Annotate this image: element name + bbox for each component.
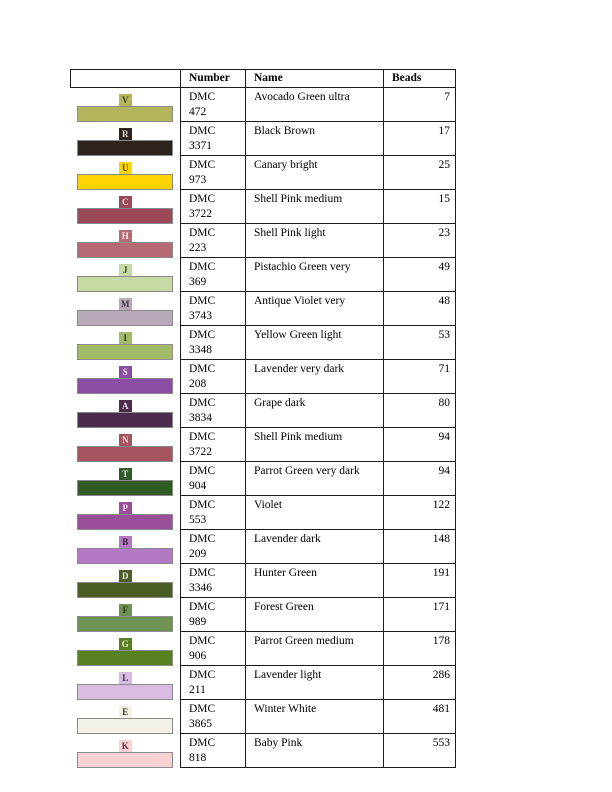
number-cell [181, 666, 246, 700]
swatch-cell [71, 326, 181, 360]
brand-label: DMC [189, 125, 216, 137]
color-swatch [77, 604, 173, 632]
beads-count-cell: 178 [384, 632, 456, 666]
brand-label: DMC [189, 703, 216, 715]
swatch-cell [71, 496, 181, 530]
brand-label: DMC [189, 499, 216, 511]
symbol-letter: N [122, 434, 129, 445]
swatch-cell [71, 666, 181, 700]
brand-label: DMC [189, 159, 216, 171]
color-swatch [77, 570, 173, 598]
number-cell [181, 462, 246, 496]
table-row [71, 88, 456, 122]
table-row [71, 632, 456, 666]
beads-count-cell: 191 [384, 564, 456, 598]
symbol-letter: K [121, 740, 129, 751]
swatch-bar [77, 140, 173, 156]
beads-count-cell: 49 [384, 258, 456, 292]
symbol-letter: J [123, 264, 128, 275]
number-cell [181, 360, 246, 394]
color-swatch [77, 94, 173, 122]
beads-column-header: Beads [384, 70, 456, 88]
color-swatch [77, 740, 173, 768]
swatch-cell [71, 428, 181, 462]
bead-legend-table [70, 69, 456, 768]
table-row [71, 258, 456, 292]
symbol-tab [119, 298, 132, 310]
name-cell: Canary bright [246, 156, 384, 190]
code-label: 553 [189, 514, 207, 526]
symbol-tab [119, 230, 132, 242]
color-swatch [77, 162, 173, 190]
symbol-letter: I [123, 332, 127, 343]
swatch-bar [77, 208, 173, 224]
beads-count-cell: 17 [384, 122, 456, 156]
symbol-letter: L [122, 672, 129, 683]
number-column-header: Number [181, 70, 246, 88]
symbol-letter: F [122, 604, 128, 615]
beads-count-cell: 71 [384, 360, 456, 394]
symbol-letter: P [122, 502, 128, 513]
symbol-tab [119, 468, 132, 480]
table-row [71, 428, 456, 462]
brand-label: DMC [189, 737, 216, 749]
swatch-bar [77, 582, 173, 598]
symbol-tab [119, 366, 132, 378]
brand-label: DMC [189, 261, 216, 273]
swatch-column-header [71, 70, 181, 88]
swatch-cell [71, 700, 181, 734]
table-row [71, 292, 456, 326]
name-cell: Shell Pink medium [246, 428, 384, 462]
name-cell: Pistachio Green very [246, 258, 384, 292]
brand-label: DMC [189, 329, 216, 341]
swatch-bar [77, 752, 173, 768]
symbol-tab [119, 740, 132, 752]
name-cell: Shell Pink light [246, 224, 384, 258]
swatch-bar [77, 446, 173, 462]
name-cell: Violet [246, 496, 384, 530]
table-row [71, 564, 456, 598]
number-cell [181, 530, 246, 564]
brand-label: DMC [189, 295, 216, 307]
header-row [71, 70, 456, 88]
code-label: 369 [189, 276, 207, 288]
swatch-cell [71, 632, 181, 666]
number-cell [181, 88, 246, 122]
code-label: 3722 [189, 446, 212, 458]
color-swatch [77, 332, 173, 360]
beads-count-cell: 148 [384, 530, 456, 564]
color-swatch [77, 638, 173, 666]
symbol-letter: U [122, 162, 129, 173]
table-row [71, 700, 456, 734]
name-cell: Parrot Green very dark [246, 462, 384, 496]
number-cell [181, 326, 246, 360]
number-cell [181, 122, 246, 156]
table-row [71, 224, 456, 258]
swatch-bar [77, 276, 173, 292]
beads-count-cell: 23 [384, 224, 456, 258]
code-label: 208 [189, 378, 207, 390]
symbol-tab [119, 162, 132, 174]
brand-label: DMC [189, 635, 216, 647]
number-cell [181, 564, 246, 598]
beads-count-cell: 53 [384, 326, 456, 360]
code-label: 906 [189, 650, 207, 662]
brand-label: DMC [189, 363, 216, 375]
table-row [71, 666, 456, 700]
swatch-bar [77, 684, 173, 700]
swatch-cell [71, 598, 181, 632]
name-cell: Lavender very dark [246, 360, 384, 394]
number-cell [181, 428, 246, 462]
swatch-bar [77, 650, 173, 666]
beads-count-cell: 80 [384, 394, 456, 428]
code-label: 904 [189, 480, 207, 492]
number-cell [181, 190, 246, 224]
beads-count-cell: 481 [384, 700, 456, 734]
number-cell [181, 734, 246, 768]
code-label: 3371 [189, 140, 212, 152]
symbol-tab [119, 604, 132, 616]
symbol-letter: S [122, 366, 128, 377]
symbol-tab [119, 332, 132, 344]
beads-count-cell: 171 [384, 598, 456, 632]
beads-count-cell: 25 [384, 156, 456, 190]
name-cell: Grape dark [246, 394, 384, 428]
beads-count-cell: 15 [384, 190, 456, 224]
swatch-bar [77, 616, 173, 632]
table-body [71, 88, 456, 768]
brand-label: DMC [189, 601, 216, 613]
number-cell [181, 292, 246, 326]
symbol-letter: V [122, 95, 129, 105]
code-label: 3348 [189, 344, 212, 356]
symbol-tab [119, 94, 132, 106]
name-cell: Parrot Green medium [246, 632, 384, 666]
symbol-letter: E [122, 706, 129, 717]
brand-label: DMC [189, 465, 216, 477]
color-swatch [77, 264, 173, 292]
color-swatch [77, 706, 173, 734]
table-row [71, 394, 456, 428]
code-label: 3346 [189, 582, 212, 594]
code-label: 973 [189, 174, 207, 186]
beads-count-cell: 553 [384, 734, 456, 768]
table-row [71, 598, 456, 632]
number-cell [181, 156, 246, 190]
code-label: 818 [189, 752, 207, 764]
color-swatch [77, 502, 173, 530]
swatch-cell [71, 462, 181, 496]
swatch-bar [77, 514, 173, 530]
number-cell [181, 224, 246, 258]
symbol-tab [119, 264, 132, 276]
swatch-cell [71, 564, 181, 598]
name-cell: Baby Pink [246, 734, 384, 768]
symbol-letter: D [122, 570, 129, 581]
color-swatch [77, 230, 173, 258]
code-label: 3865 [189, 718, 212, 730]
name-cell: Lavender light [246, 666, 384, 700]
brand-label: DMC [189, 533, 216, 545]
symbol-letter: R [122, 128, 129, 139]
symbol-tab [119, 128, 132, 140]
swatch-bar [77, 412, 173, 428]
name-cell: Yellow Green light [246, 326, 384, 360]
symbol-letter: B [122, 536, 129, 547]
color-swatch [77, 672, 173, 700]
name-cell: Shell Pink medium [246, 190, 384, 224]
table-row [71, 122, 456, 156]
beads-count-cell: 122 [384, 496, 456, 530]
table-row [71, 734, 456, 768]
swatch-cell [71, 224, 181, 258]
brand-label: DMC [189, 91, 216, 103]
color-swatch [77, 128, 173, 156]
swatch-cell [71, 530, 181, 564]
name-cell: Hunter Green [246, 564, 384, 598]
swatch-bar [77, 718, 173, 734]
color-swatch [77, 434, 173, 462]
code-label: 989 [189, 616, 207, 628]
number-cell [181, 700, 246, 734]
color-swatch [77, 468, 173, 496]
name-cell: Winter White [246, 700, 384, 734]
table-row [71, 530, 456, 564]
name-cell: Avocado Green ultra [246, 88, 384, 122]
symbol-tab [119, 638, 132, 650]
swatch-cell [71, 190, 181, 224]
swatch-bar [77, 174, 173, 190]
name-cell: Forest Green [246, 598, 384, 632]
code-label: 472 [189, 106, 207, 118]
brand-label: DMC [189, 227, 216, 239]
brand-label: DMC [189, 431, 216, 443]
table-row [71, 360, 456, 394]
beads-count-cell: 94 [384, 428, 456, 462]
color-swatch [77, 366, 173, 394]
brand-label: DMC [189, 567, 216, 579]
symbol-tab [119, 196, 132, 208]
swatch-bar [77, 344, 173, 360]
symbol-tab [119, 434, 132, 446]
symbol-letter: C [122, 196, 129, 207]
brand-label: DMC [189, 397, 216, 409]
code-label: 211 [189, 684, 206, 696]
number-cell [181, 496, 246, 530]
swatch-bar [77, 480, 173, 496]
code-label: 223 [189, 242, 207, 254]
swatch-cell [71, 88, 181, 122]
swatch-cell [71, 394, 181, 428]
table-row [71, 326, 456, 360]
number-cell [181, 598, 246, 632]
beads-count-cell: 286 [384, 666, 456, 700]
name-cell: Lavender dark [246, 530, 384, 564]
number-cell [181, 394, 246, 428]
swatch-bar [77, 310, 173, 326]
color-swatch [77, 298, 173, 326]
color-swatch [77, 400, 173, 428]
swatch-bar [77, 548, 173, 564]
swatch-cell [71, 122, 181, 156]
brand-label: DMC [189, 193, 216, 205]
table-row [71, 190, 456, 224]
table-row [71, 156, 456, 190]
code-label: 3834 [189, 412, 212, 424]
name-cell: Antique Violet very [246, 292, 384, 326]
symbol-letter: A [122, 400, 129, 411]
symbol-letter: G [121, 638, 129, 649]
table-row [71, 496, 456, 530]
beads-count-cell: 94 [384, 462, 456, 496]
symbol-letter: T [122, 468, 129, 479]
swatch-bar [77, 242, 173, 258]
code-label: 3743 [189, 310, 212, 322]
swatch-cell [71, 156, 181, 190]
symbol-tab [119, 706, 132, 718]
number-cell [181, 632, 246, 666]
swatch-cell [71, 292, 181, 326]
swatch-bar [77, 106, 173, 122]
symbol-tab [119, 400, 132, 412]
beads-count-cell: 48 [384, 292, 456, 326]
swatch-cell [71, 734, 181, 768]
color-swatch [77, 196, 173, 224]
symbol-letter: H [121, 230, 129, 241]
symbol-tab [119, 502, 132, 514]
code-label: 209 [189, 548, 207, 560]
code-label: 3722 [189, 208, 212, 220]
symbol-tab [119, 536, 132, 548]
beads-count-cell: 7 [384, 88, 456, 122]
symbol-tab [119, 672, 132, 684]
brand-label: DMC [189, 669, 216, 681]
table-row [71, 462, 456, 496]
symbol-tab [119, 570, 132, 582]
color-swatch [77, 536, 173, 564]
symbol-letter: M [121, 298, 130, 309]
table-header [71, 70, 456, 88]
swatch-cell [71, 258, 181, 292]
name-column-header: Name [246, 70, 384, 88]
number-cell [181, 258, 246, 292]
name-cell: Black Brown [246, 122, 384, 156]
swatch-cell [71, 360, 181, 394]
swatch-bar [77, 378, 173, 394]
